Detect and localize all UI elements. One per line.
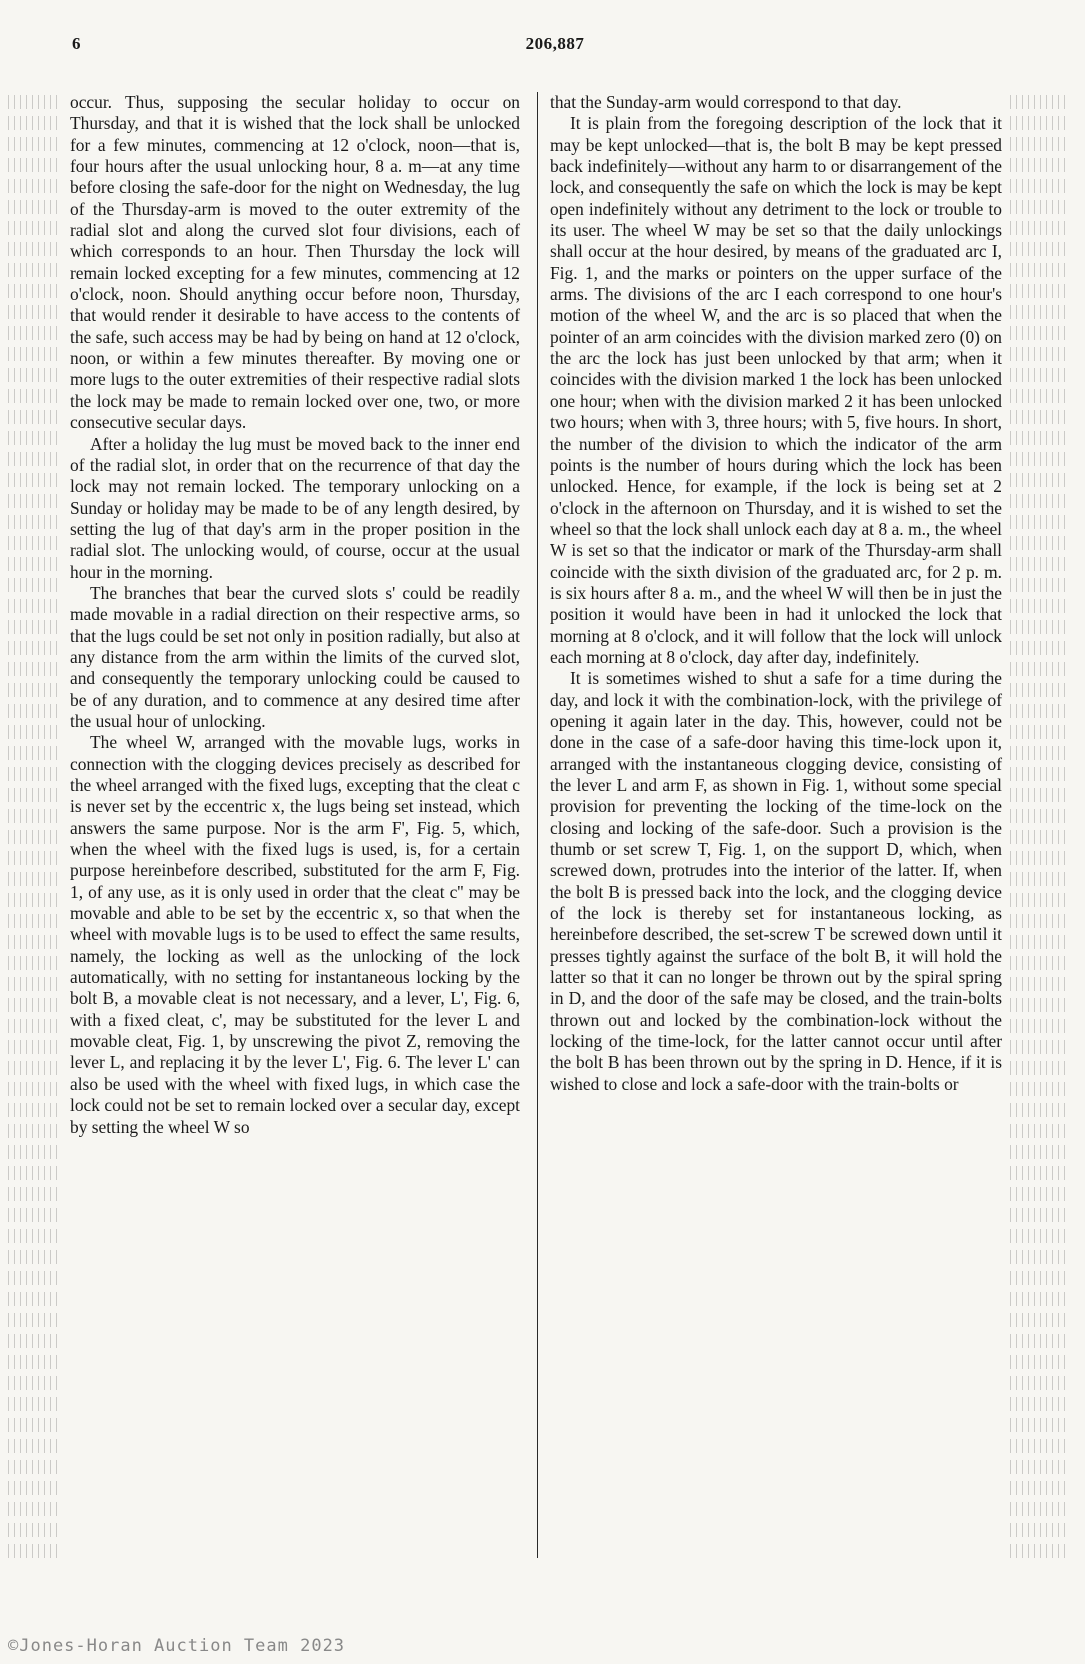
- patent-number: 206,887: [525, 34, 585, 53]
- paragraph: occur. Thus, supposing the secular holiday to occur on Thursday, and that it is wished that the lock shall be unlocked for a few minutes, commencing at 12 o'clock, noon—that is, four hours after the usual unlocking hour, 8 a. m—at any time before closing the safe-door for the night on Wednesday, the lug of the Thursday-arm is moved to the outer extremity of the radial slot and along the curved slot four divisions, each of which corresponds to an hour. Then Thursday the lock will remain locked excepting for a few minutes, commencing at 12 o'clock, noon. Should anything occur before noon, Thursday, that would render it desirable to have access to the contents of the safe, such access may be had by being on hand at 12 o'clock, noon, or within a few minutes thereafter. By moving one or more lugs to the outer extremities of their respective radial slots the lock may be made to remain locked over one, two, or more consecutive secular days.: [70, 92, 520, 433]
- column-divider: [537, 92, 538, 1558]
- paragraph: that the Sunday-arm would correspond to that day.: [550, 92, 902, 112]
- left-text-column: [70, 92, 520, 1138]
- paragraph: The branches that bear the curved slots s' could be readily made movable in a radial direction on their respective arms, so that the lugs could be set not only in position radially, but also at any distance from the arm within the limits of the curved slot, and consequently the temporary unlocking could be caused to be of any duration, and to commence at any desired time after the usual hour of unlocking.: [70, 582, 520, 731]
- right-margin-line-marks: [1010, 92, 1070, 1558]
- right-text-column: [550, 92, 1002, 1095]
- left-margin-line-marks: [8, 92, 58, 1558]
- copyright-watermark: ©Jones-Horan Auction Team 2023: [8, 1636, 346, 1656]
- paragraph: It is plain from the foregoing description of the lock that it may be kept unlocked—that is, the bolt B may be kept pressed back indefinitely—without any harm to or disarrangement of the lock, and consequently the safe on which the lock is may be kept open indefinitely without any detriment to the lock or trouble to its user. The wheel W may be set so that the daily unlockings shall occur at the hour desired, by means of the graduated arc I, Fig. 1, and the marks or pointers on the upper surface of the arms. The divisions of the arc I each correspond to one hour's motion of the wheel W, and the arc is so placed that when the pointer of an arm coincides with the division marked zero (0) on the arc the lock has just been unlocked by that arm; when it coincides with the division marked 1 the lock has been unlocked one hour; when with the division marked 2 it has been unlocked two hours; when with 3, three hours; with 5, five hours. In short, the number of the division to which the indicator of the arm points is the number of hours during which the lock has been unlocked. Hence, for example, if the lock is being set at 2 o'clock in the afternoon on Thursday, and it is wished to set the wheel so that the lock shall unlock each day at 8 a. m., the wheel W is set so that the indicator or mark of the Thursday-arm shall coincide with the sixth division of the graduated arc, for 2 p. m. is six hours after 8 a. m., and the wheel W will then be in just the position it would have been in had it unlocked the lock that morning at 8 o'clock, and it will follow that the lock will unlock each morning at 8 o'clock, day after day, indefinitely.: [550, 113, 1002, 667]
- page-header: [70, 34, 1040, 58]
- paragraph: After a holiday the lug must be moved back to the inner end of the radial slot, in order that on the recurrence of that day the lock may not remain locked. The temporary unlocking on a Sunday or holiday may be made to be of any length desired, by setting the lug of that day's arm in the proper position in the radial slot. The unlocking would, of course, occur at the usual hour in the morning.: [70, 433, 520, 582]
- paragraph: It is sometimes wished to shut a safe for a time during the day, and lock it with the combination-lock, with the privilege of opening it again later in the day. This, however, could not be done in the case of a safe-door having this time-lock upon it, arranged with the instantaneous clogging device, consisting of the lever L and arm F, as shown in Fig. 1, without some special provision for preventing the locking of the time-lock on the closing and locking of the safe-door. Such a provision is the thumb or set screw T, Fig. 1, on the support D, which, when screwed down, protrudes into the interior of the latter. If, when the bolt B is pressed back into the lock, and the clogging device of the lock is thereby set for instantaneous locking, as hereinbefore described, the set-screw T be screwed down until it presses tightly against the surface of the bolt B, it will hold the latter so that it can no longer be thrown out by the spiral spring in D, and the door of the safe may be closed, and the train-bolts thrown out and locked by the combination-lock without the locking of the time-lock, for the latter cannot occur until after the bolt B has been thrown out by the spring in D. Hence, if it is wished to close and lock a safe-door with the train-bolts or: [550, 668, 1002, 1094]
- page-number: 6: [72, 34, 81, 53]
- paragraph: The wheel W, arranged with the movable lugs, works in connection with the clogging devices precisely as described for the wheel arranged with the fixed lugs, excepting that the cleat c is never set by the eccentric x, the lugs being set instead, which answers the same purpose. Nor is the arm F', Fig. 5, which, when the wheel with the fixed lugs is used, is, for a certain purpose hereinbefore described, substituted for the arm F, Fig. 1, of any use, as it is only used in order that the cleat c'' may be movable and able to be set by the eccentric x, so that when the wheel with movable lugs is to be used to effect the same results, namely, the locking as well as the unlocking of the lock automatically, with no setting for instantaneous locking by the bolt B, a movable cleat is not necessary, and a lever, L', Fig. 6, with a fixed cleat, c', may be substituted for the lever L and movable cleat, Fig. 1, by unscrewing the pivot Z, removing the lever L, and replacing it by the lever L', Fig. 6. The lever L' can also be used with the wheel with fixed lugs, in which case the lock could not be set to remain locked over a secular day, except by setting the wheel W so: [70, 732, 520, 1137]
